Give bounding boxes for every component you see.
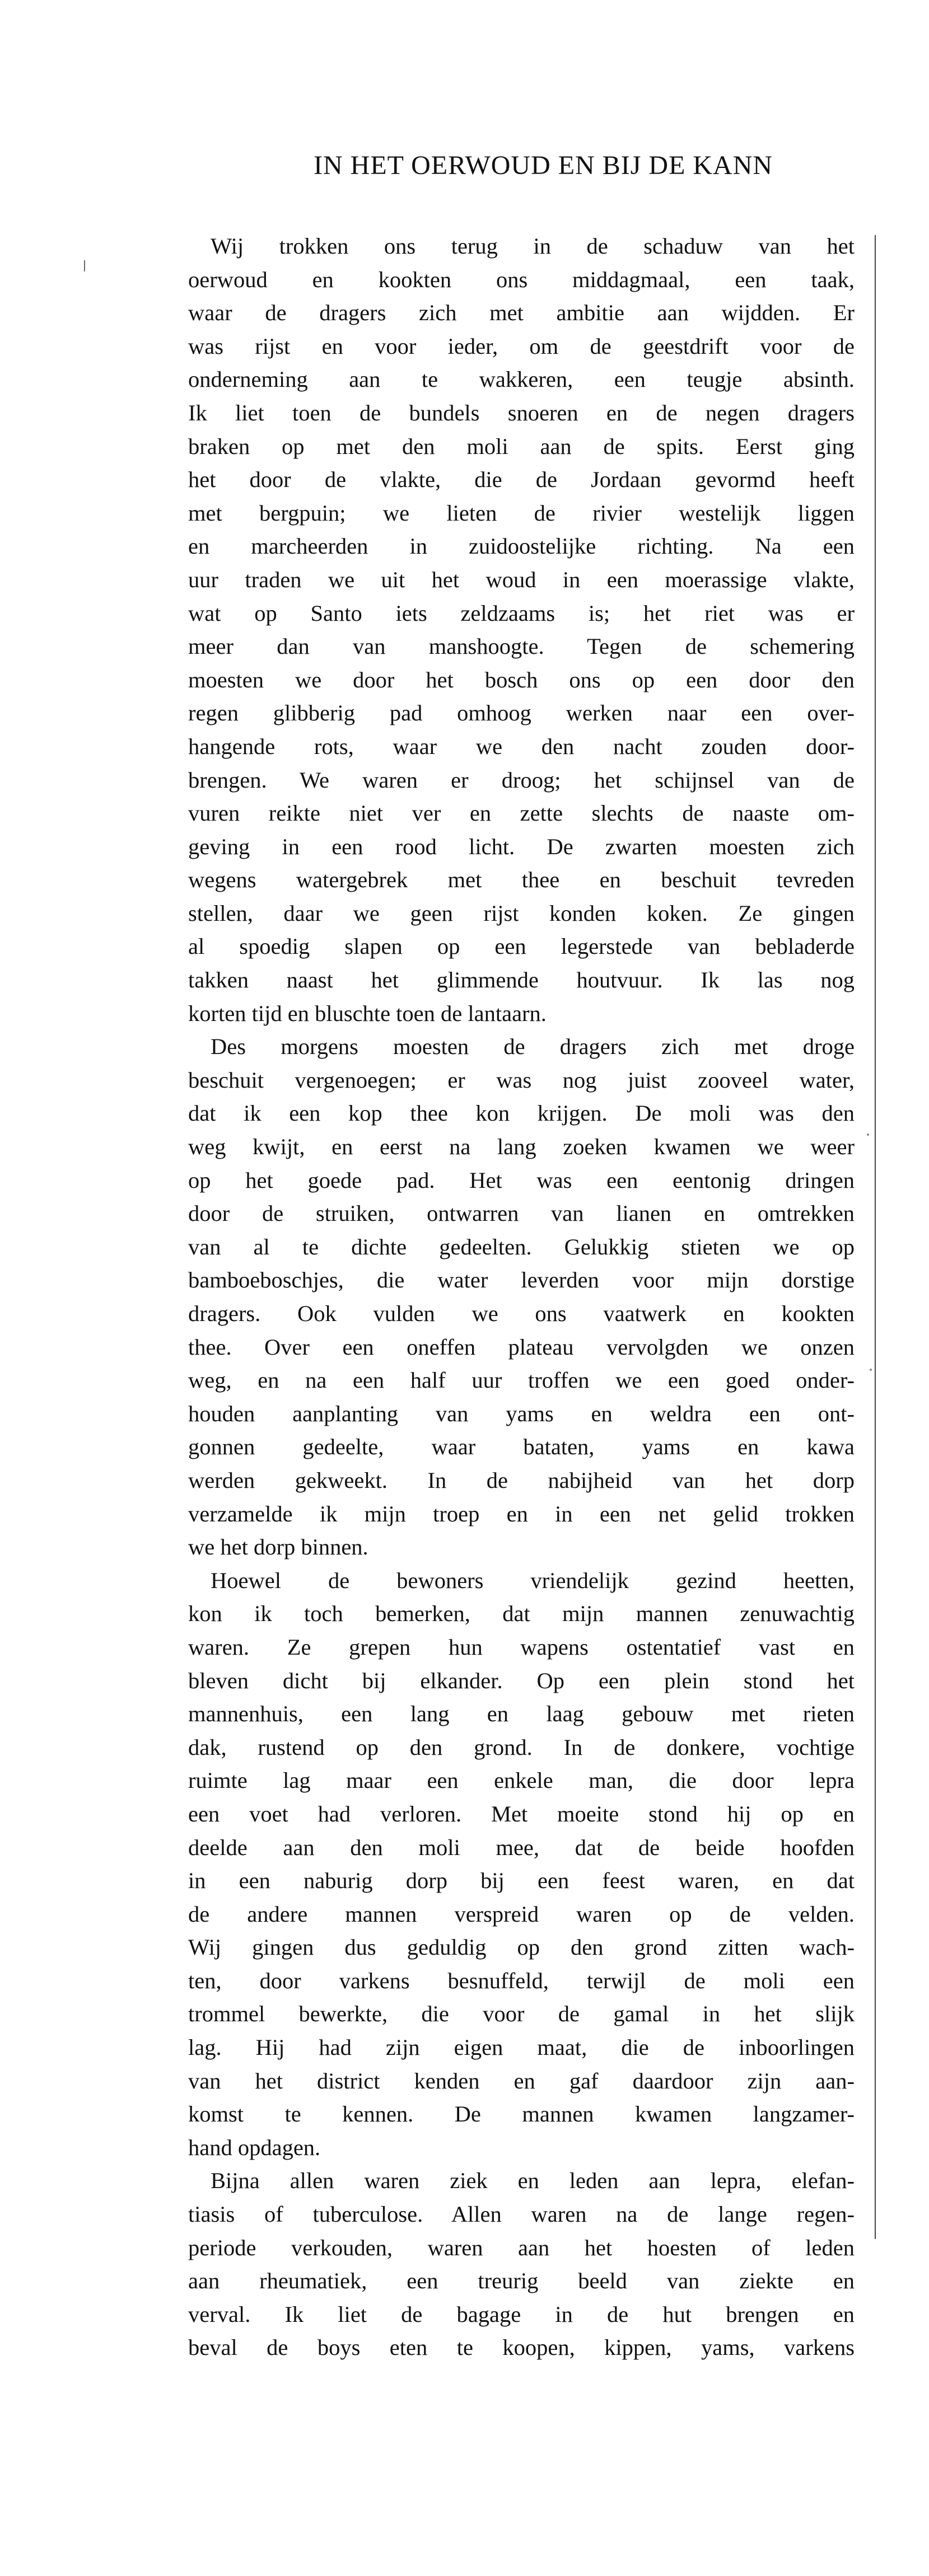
text-line: verval. Ik liet de bagage in de hut brengen en [188,2301,855,2327]
text-line: deelde aan den moli mee, dat de beide hoofden [188,1834,855,1860]
text-line: Wij trokken ons terug in de schaduw van het [211,233,855,259]
text-line: kon ik toch bemerken, dat mijn mannen zenuwachtig [188,1601,855,1627]
text-line: onderneming aan te wakkeren, een teugje absinth. [188,367,855,392]
text-line: Des morgens moesten de dragers zich met droge [211,1034,855,1060]
text-line: regen glibberig pad omhoog werken naar een over- [188,700,855,726]
text-line: geving in een rood licht. De zwarten moesten zich [188,833,855,859]
text-line: op het goede pad. Het was een eentonig dringen [188,1167,855,1193]
text-line: trommel bewerkte, die voor de gamal in het slijk [188,2001,855,2027]
text-line: stellen, daar we geen rijst konden koken. Ze gingen [188,900,855,926]
text-line: periode verkouden, waren aan het hoesten of leden [188,2235,855,2260]
text-line: braken op met den moli aan de spits. Eerst ging [188,433,855,459]
text-line: Bijna allen waren ziek en leden aan lepra, elefan- [211,2168,855,2194]
text-line: wat op Santo iets zeldzaams is; het riet was er [188,600,855,626]
text-line: weg, en na een half uur troffen we een goed onder- [188,1367,855,1393]
text-line: hangende rots, waar we den nacht zouden door- [188,733,855,759]
text-line: weg kwijt, en eerst na lang zoeken kwamen we weer [188,1134,855,1160]
text-line: korten tijd en bluschte toen de lantaarn. [188,1000,547,1026]
text-line: wegens watergebrek met thee en beschuit tevreden [188,867,855,893]
text-line: dragers. Ook vulden we ons vaatwerk en kookten [188,1301,855,1326]
text-line: bamboeboschjes, die water leverden voor mijn dorstige [188,1267,855,1293]
text-line: en marcheerden in zuidoostelijke richting. Na een [188,533,855,559]
text-line: Wij gingen dus geduldig op den grond zitten wach- [188,1935,855,1960]
text-line: tiasis of tuberculose. Allen waren na de lange regen- [188,2202,855,2227]
text-line: aan rheumatiek, een treurig beeld van ziekte en [188,2268,855,2294]
body-text [188,230,855,2364]
margin-rule [875,235,876,2239]
text-line: hand opdagen. [188,2134,321,2160]
text-line: werden gekweekt. In de nabijheid van het dorp [188,1467,855,1493]
text-line: oerwoud en kookten ons middagmaal, een taak, [188,266,855,292]
margin-tick-mark [84,260,85,271]
text-line: mannenhuis, een lang en laag gebouw met rieten [188,1701,855,1727]
running-head: IN HET OERWOUD EN BIJ DE KANN [314,151,773,180]
text-line: Hoewel de bewoners vriendelijk gezind heetten, [211,1567,855,1593]
print-speck [867,1134,869,1136]
text-line: houden aanplanting van yams en weldra een ont- [188,1401,855,1426]
text-line: we het dorp binnen. [188,1534,368,1560]
text-line: ten, door varkens besnuffeld, terwijl de moli een [188,1968,855,1993]
text-line: was rijst en voor ieder, om de geestdrift voor de [188,333,855,359]
text-line: de andere mannen verspreid waren op de velden. [188,1901,855,1927]
text-line: door de struiken, ontwarren van lianen en omtrekken [188,1201,855,1226]
text-line: waar de dragers zich met ambitie aan wijdden. Er [188,300,855,326]
text-line: brengen. We waren er droog; het schijnsel van de [188,767,855,793]
text-line: in een naburig dorp bij een feest waren, en dat [188,1868,855,1894]
text-line: dat ik een kop thee kon krijgen. De moli was den [188,1100,855,1126]
text-line: verzamelde ik mijn troep en in een net gelid trokken [188,1501,855,1526]
text-line: een voet had verloren. Met moeite stond hij op en [188,1801,855,1826]
text-line: thee. Over een oneffen plateau vervolgden we onzen [188,1334,855,1360]
text-line: meer dan van manshoogte. Tegen de schemering [188,634,855,659]
text-line: dak, rustend op den grond. In de donkere, vochtige [188,1734,855,1760]
text-line: vuren reikte niet ver en zette slechts de naaste om- [188,800,855,826]
print-speck [870,1369,872,1371]
text-line: beschuit vergenoegen; er was nog juist zooveel water, [188,1067,855,1093]
text-line: moesten we door het bosch ons op een door den [188,667,855,692]
text-line: ruimte lag maar een enkele man, die door lepra [188,1768,855,1793]
text-line: van al te dichte gedeelten. Gelukkig stieten we op [188,1234,855,1259]
text-line: het door de vlakte, die de Jordaan gevormd heeft [188,467,855,493]
text-line: komst te kennen. De mannen kwamen langzamer- [188,2101,855,2127]
text-line: gonnen gedeelte, waar bataten, yams en kawa [188,1434,855,1460]
text-line: beval de boys eten te koopen, kippen, yams, varkens [188,2335,855,2360]
text-line: al spoedig slapen op een legerstede van bebladerde [188,934,855,959]
text-line: met bergpuin; we lieten de rivier westelijk liggen [188,500,855,526]
text-line: takken naast het glimmende houtvuur. Ik las nog [188,967,855,993]
text-line: Ik liet toen de bundels snoeren en de negen dragers [188,400,855,425]
text-line: bleven dicht bij elkander. Op een plein stond het [188,1668,855,1693]
text-line: waren. Ze grepen hun wapens ostentatief vast en [188,1634,855,1660]
text-line: lag. Hij had zijn eigen maat, die de inboorlingen [188,2035,855,2060]
text-line: van het district kenden en gaf daardoor zijn aan- [188,2068,855,2093]
text-line: uur traden we uit het woud in een moerassige vlakte, [188,566,855,592]
